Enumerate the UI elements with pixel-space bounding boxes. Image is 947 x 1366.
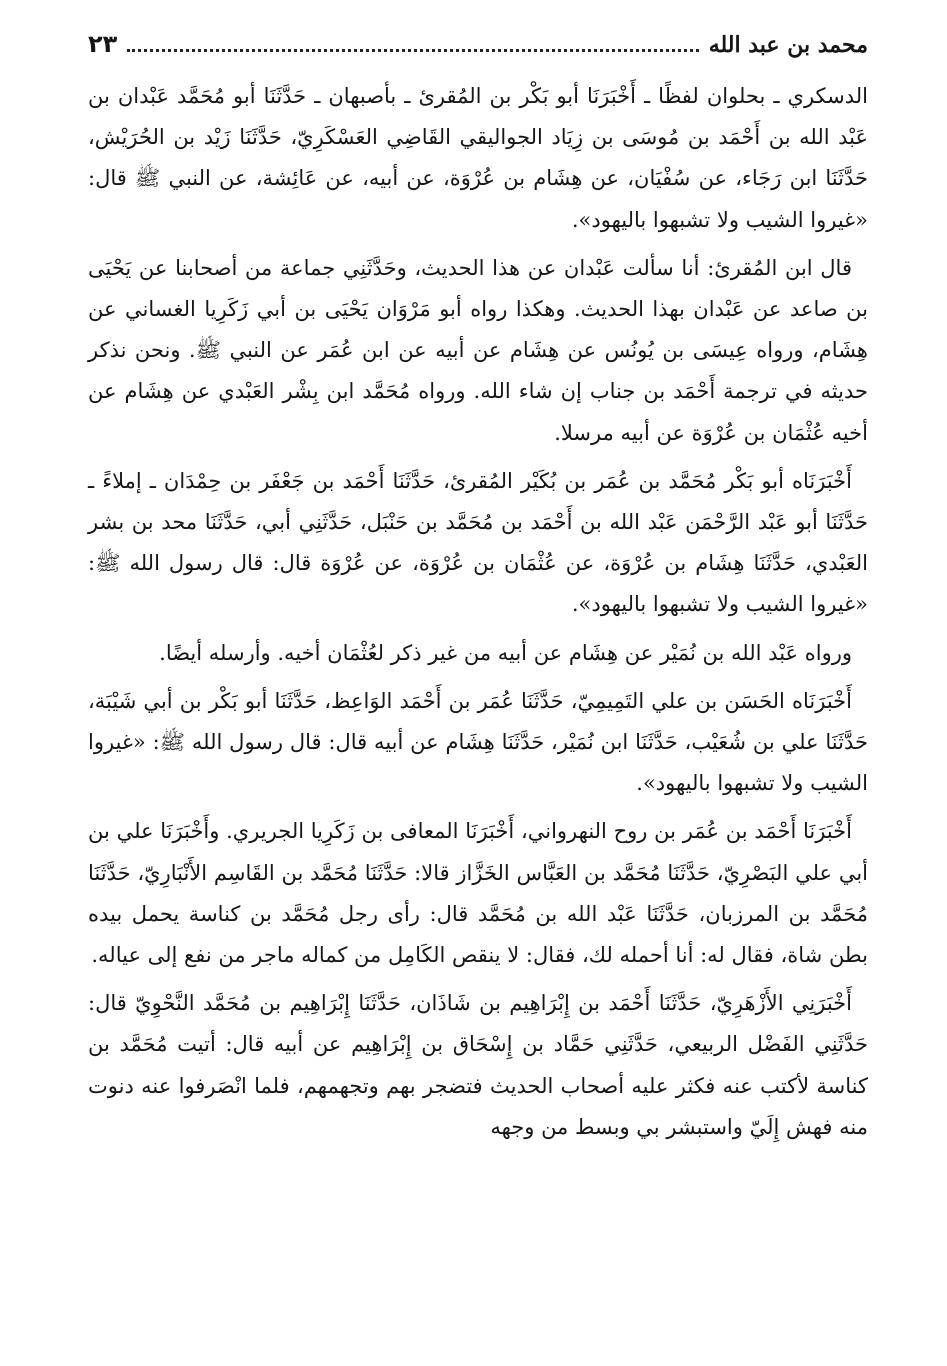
dotted-leader — [127, 49, 698, 52]
paragraph-4: ورواه عَبْد الله بن نُمَيْر عن هِشَام عن أبيه من غير ذكر لعُثْمَان أخيه. وأرسله أيضًا. — [159, 640, 852, 665]
book-page — [88, 30, 868, 1148]
paragraph-5: أَخْبَرَنَاه الحَسَن بن علي التَمِيمِيّ، حَدَّثَنَا عُمَر بن أَحْمَد الوَاعِظ، حَدَّثَنَا أبو بَكْر بن أبي شَيْبَة، حَدَّثَنَا علي بن شُعَيْب، حَدَّثَنَا ابن نُمَيْر، حَدَّثَنَا هِشَام عن أبيه قال: قال رسول الله ﷺ: «غيروا الشيب ولا تشبهوا باليهود». — [88, 688, 868, 796]
page-body — [88, 76, 868, 1148]
paragraph-6: أَخْبَرَنَا أَحْمَد بن عُمَر بن روح النهرواني، أَخْبَرَنَا المعافى بن زَكَرِيا الجريري. وأَخْبَرَنَا علي بن أبي علي البَصْرِيّ، حَدَّثَنَا مُحَمَّد بن العَبَّاس الخَزَّاز قالا: حَدَّثَنَا مُحَمَّد بن القَاسِم الأَنْبَارِيّ، حَدَّثَنَا مُحَمَّد بن المرزبان، حَدَّثَنَا عَبْد الله بن مُحَمَّد قال: رأى رجل مُحَمَّد بن كناسة يحمل بيده بطن شاة، فقال له: أنا أحمله لك، فقال: لا ينقص الكَامِل من كماله ماجر من نفع إلى عياله. — [88, 819, 868, 968]
page-header — [88, 30, 868, 74]
paragraph-3: أَخْبَرَنَاه أبو بَكْر مُحَمَّد بن عُمَر بن بُكَيْر المُقرئ، حَدَّثَنَا أَحْمَد بن جَعْفَر بن حِمْدَان ـ إملاءً ـ حَدَّثَنَا أبو عَبْد الرَّحْمَن عَبْد الله بن أَحْمَد بن مُحَمَّد بن حَنْبَل، حَدَّثَنِي أبي، حَدَّثَنَا محد بن بشر العَبْدي، حَدَّثَنَا هِشَام بن عُرْوَة، عن عُثْمَان بن عُرْوَة، عن عُرْوَة قال: قال رسول الله ﷺ: «غيروا الشيب ولا تشبهوا باليهود». — [88, 468, 868, 617]
paragraph-2: قال ابن المُقرئ: أنا سألت عَبْدان عن هذا الحديث، وحَدَّثَنِي جماعة من أصحابنا عن يَحْيَى بن صاعد عن عَبْدان بهذا الحديث. وهكذا رواه أبو مَرْوَان يَحْيَى بن أبي زَكَرِيا الغساني عن هِشَام، ورواه عِيسَى بن يُونُس عن هِشَام عن أبيه عن ابن عُمَر عن النبي ﷺ. ونحن نذكر حديثه في ترجمة أَحْمَد بن جناب إن شاء الله. ورواه مُحَمَّد ابن بِشْر العَبْدي عن هِشَام عن أخيه عُثْمَان بن عُرْوَة عن أبيه مرسلا. — [88, 255, 868, 445]
paragraph-7: أَخْبَرَنِي الأَزْهَرِيّ، حَدَّثَنَا أَحْمَد بن إِبْرَاهِيم بن شَاذَان، حَدَّثَنَا إِبْرَاهِيم بن مُحَمَّد النَّحْوِيّ قال: حَدَّثَنِي الفَضْل الربيعي، حَدَّثَنِي حَمَّاد بن إِسْحَاق بن إِبْرَاهِيم عن أبيه قال: أتيت مُحَمَّد بن كناسة لأكتب عنه فكثر عليه أصحاب الحديث فتضجر بهم وتجهمهم، فلما انْصَرفوا عنه دنوت منه فهش إِلَيّ واستبشر بي وبسط من وجهه — [88, 991, 868, 1139]
page-number: ٢٣ — [88, 30, 118, 58]
running-title: محمد بن عبد الله — [708, 32, 868, 58]
paragraph-1: الدسكري ـ بحلوان لفظًا ـ أَخْبَرَنَا أبو بَكْر بن المُقرئ ـ بأصبهان ـ حَدَّثَنَا أبو مُحَمَّد عَبْدان بن عَبْد الله بن أَحْمَد بن مُوسَى بن زِيَاد الجواليقي القَاضِي العَسْكَرِيّ، حَدَّثَنَا زَيْد بن الحُرَيْش، حَدَّثَنَا ابن رَجَاء، عن سُفْيَان، عن هِشَام بن عُرْوَة، عن أبيه، عن عَائِشة، عن النبي ﷺ قال: «غيروا الشيب ولا تشبهوا باليهود». — [88, 84, 868, 232]
